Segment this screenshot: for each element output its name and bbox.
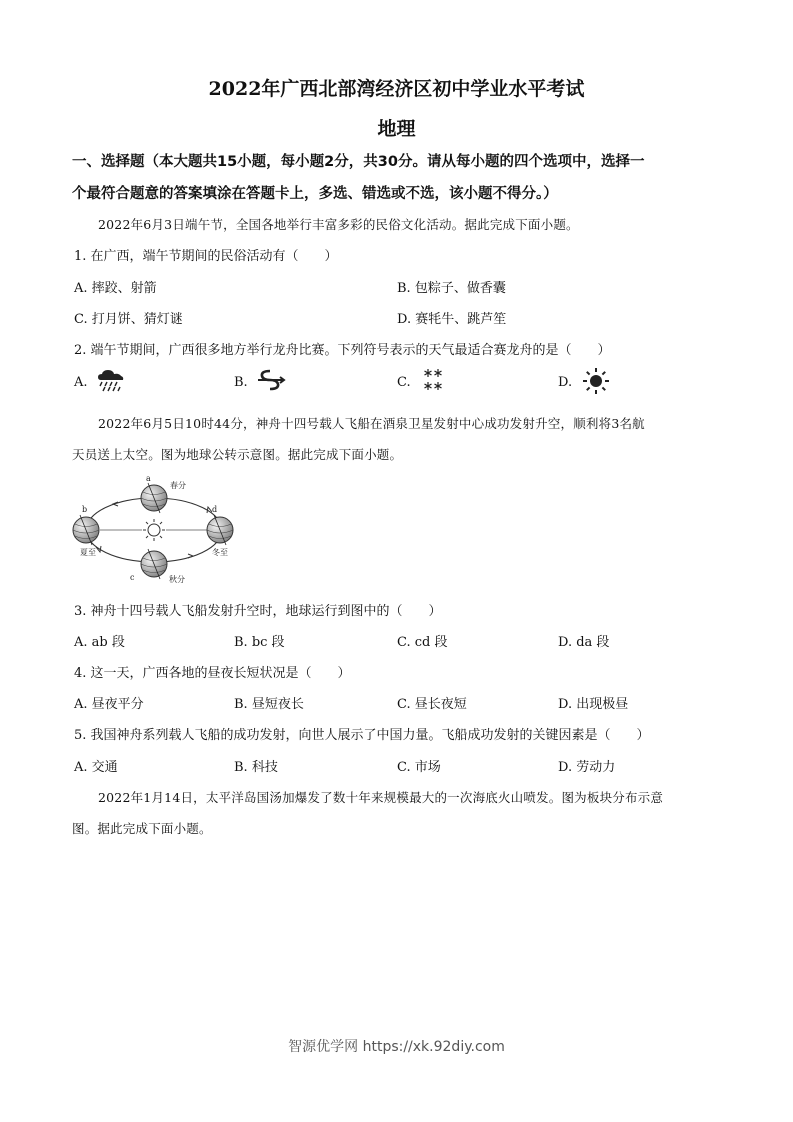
label-c: c xyxy=(130,573,135,582)
q1-option-d: D. 赛牦牛、跳芦笙 xyxy=(397,312,507,327)
q2-option-c: C. xyxy=(397,375,411,390)
label-b: b xyxy=(82,505,88,514)
label-autumn-equinox: 秋分 xyxy=(169,575,185,584)
question-4-stem: 4. 这一天，广西各地的昼夜长短状况是（ ） xyxy=(74,666,351,681)
earth-orbit-diagram xyxy=(70,472,240,587)
q5-option-a: A. 交通 xyxy=(74,760,118,775)
question-3-stem: 3. 神舟十四号载人飞船发射升空时，地球运行到图中的（ ） xyxy=(74,604,442,619)
subject-title: 地理 xyxy=(377,118,416,140)
q3-option-b: B. bc 段 xyxy=(234,635,285,650)
q1-option-b: B. 包粽子、做香囊 xyxy=(397,281,506,296)
passage-1: 2022年6月3日端午节，全国各地举行丰富多彩的民俗文化活动。据此完成下面小题。 xyxy=(98,217,579,232)
passage-2-line2: 天员送上太空。图为地球公转示意图。据此完成下面小题。 xyxy=(72,447,403,462)
q4-option-a: A. 昼夜平分 xyxy=(74,697,144,712)
label-d: d xyxy=(212,505,218,514)
passage-3-line2: 图。据此完成下面小题。 xyxy=(72,821,212,836)
q1-option-c: C. 打月饼、猜灯谜 xyxy=(74,312,183,327)
sun-icon xyxy=(143,519,165,541)
q3-option-d: D. da 段 xyxy=(558,635,610,650)
q3-option-a: A. ab 段 xyxy=(74,635,125,650)
earth-globe-a xyxy=(141,483,167,513)
q4-option-b: B. 昼短夜长 xyxy=(234,697,304,712)
label-summer-solstice: 夏至 xyxy=(80,548,96,557)
q5-option-b: B. 科技 xyxy=(234,760,278,775)
sandstorm-icon xyxy=(256,368,286,392)
footer-watermark: 智源优学网 https://xk.92diy.com xyxy=(288,1039,505,1055)
section-heading-line2: 个最符合题意的答案填涂在答题卡上，多选、错选或不选，该小题不得分。） xyxy=(72,186,558,202)
q2-option-a: A. xyxy=(74,375,88,390)
section-heading-line1: 一、选择题（本大题共15小题，每小题2分，共30分。请从每小题的四个选项中，选择一 xyxy=(72,154,645,170)
question-2-stem: 2. 端午节期间，广西很多地方举行龙舟比赛。下列符号表示的天气最适合赛龙舟的是（ ） xyxy=(74,343,611,358)
label-spring-equinox: 春分 xyxy=(170,481,186,490)
sunny-icon xyxy=(582,367,610,395)
question-1-stem: 1. 在广西，端午节期间的民俗活动有（ ） xyxy=(74,249,338,264)
q3-option-c: C. cd 段 xyxy=(397,635,448,650)
q4-option-c: C. 昼长夜短 xyxy=(397,697,467,712)
q5-option-c: C. 市场 xyxy=(397,760,441,775)
q5-option-d: D. 劳动力 xyxy=(558,760,616,775)
snow-icon xyxy=(420,367,446,393)
q2-option-b: B. xyxy=(234,375,248,390)
passage-2-line1: 2022年6月5日10时44分，神舟十四号载人飞船在酒泉卫星发射中心成功发射升空，顺利将3名航 xyxy=(98,416,645,431)
q2-option-d: D. xyxy=(558,375,573,390)
q1-option-a: A. 摔跤、射箭 xyxy=(74,281,157,296)
rain-icon xyxy=(96,368,126,392)
earth-globe-d xyxy=(207,515,233,545)
earth-globe-c xyxy=(141,549,167,579)
label-winter-solstice: 冬至 xyxy=(212,548,228,557)
exam-title: 2022年广西北部湾经济区初中学业水平考试 xyxy=(208,78,585,100)
earth-globe-b xyxy=(73,515,99,545)
passage-3-line1: 2022年1月14日，太平洋岛国汤加爆发了数十年来规模最大的一次海底火山喷发。图为板块分布示意 xyxy=(98,790,664,805)
label-a: a xyxy=(146,474,151,483)
question-5-stem: 5. 我国神舟系列载人飞船的成功发射，向世人展示了中国力量。飞船成功发射的关键因素是（ ） xyxy=(74,728,650,743)
q4-option-d: D. 出现极昼 xyxy=(558,697,629,712)
